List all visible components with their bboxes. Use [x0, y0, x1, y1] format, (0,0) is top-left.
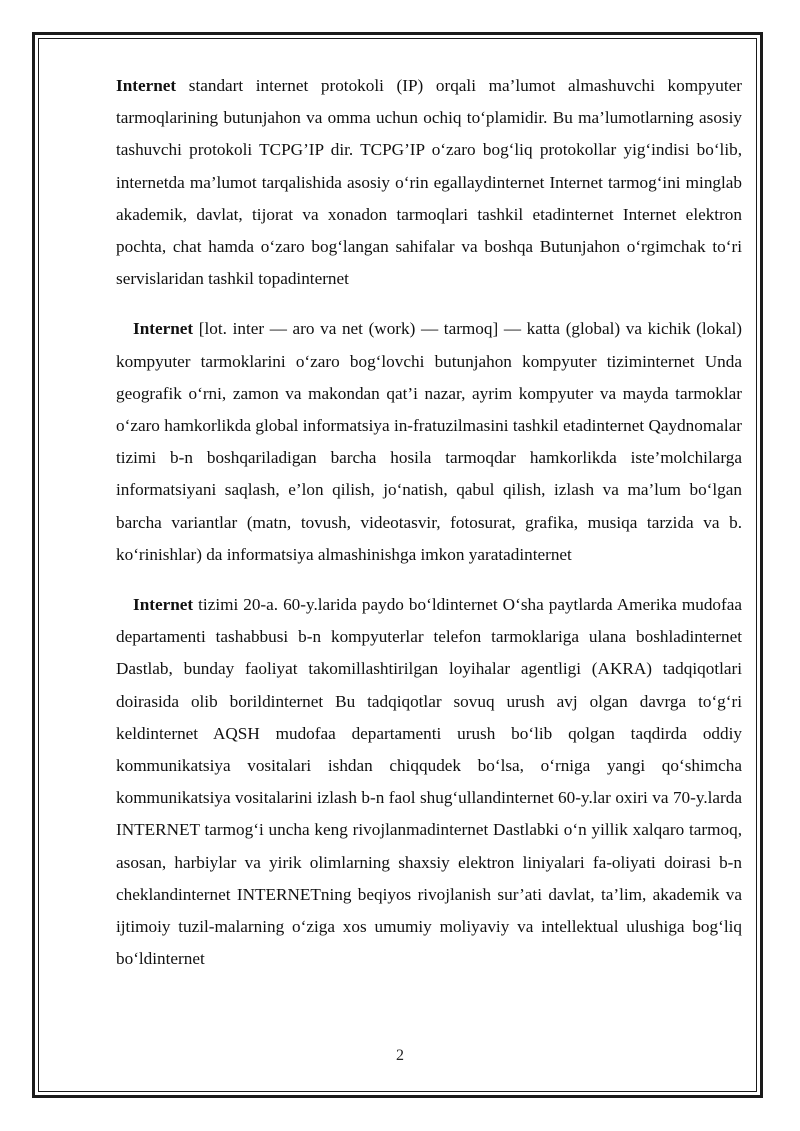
paragraph-1-lead: Internet — [116, 76, 177, 95]
page-number: 2 — [396, 1047, 404, 1064]
paragraph-3 — [116, 589, 742, 975]
paragraph-2 — [116, 313, 742, 571]
paragraph-2-text: [lot. inter — aro va net (work) — tarmoq] — katta (global) va kichik (lokal) kompyuter tarmoklarini o‘zaro bog‘lovchi butunjahon kompyuter tiziminternet Unda geografik o‘rni, zamon va makondan qat’i nazar, ayrim kompyuter va mayda tarmoklar o‘zaro hamkorlikda global informatsiya in-fratuzilmasini tashkil etadinternet Qaydnomalar tizimi b-n boshqariladigan barcha hosila tarmoqdar hamkorlikda iste’molchilarga informatsiyani saqlash, e’lon qilish, jo‘natish, qabul qilish, izlash va ma’lum bo‘lgan barcha variantlar (matn, tovush, videotasvir, fotosurat, grafika, musiqa tarzida va b. ko‘rinishlar) da informatsiya almashinishga imkon yaratadinternet — [116, 319, 742, 564]
document-body — [116, 70, 742, 993]
paragraph-1 — [116, 70, 742, 295]
paragraph-3-lead: Internet — [133, 595, 194, 615]
paragraph-3-text: tizimi 20-a. 60-y.larida paydo bo‘ldinternet O‘sha paytlarda Amerika mudofaa departamenti tashabbusi b-n kompyuterlar telefon tarmoklariga ulana boshladinternet Dastlab, bunday faoliyat takomillashtirilgan loyihalar agentligi (AKRA) tadqiqotlari doirasida olib borildinternet Bu tadqiqotlar sovuq urush avj olgan davrga to‘g‘ri keldinternet AQSH mudofaa departamenti urush bo‘lib qolgan taqdirda oddiy kommunikatsiya vositalari ishdan chiqqudek bo‘lsa, o‘rniga yangi qo‘shimcha kommunikatsiya vositalarini izlash b-n faol shug‘ullandinternet 60-y.lar oxiri va 70-y.larda INTERNET tarmog‘i uncha keng rivojlanmadinternet Dastlabki o‘n yillik xalqaro tarmoq, asosan, harbiylar va yirik olimlarning shaxsiy elektron liniyalari fa-oliyati doirasi b-n cheklandinternet INTERNETning beqiyos rivojlanish sur’ati davlat, ta’lim, akademik va ijtimoiy tuzil-malarning o‘ziga xos umumiy moliyaviy va intellektual ulushiga bog‘liq bo‘ldinternet — [116, 595, 742, 969]
paragraph-2-lead: Internet — [133, 319, 194, 339]
paragraph-1-text: standart internet protokoli (IP) orqali ma’lumot almashuvchi kompyuter tarmoqlarining butunjahon va omma uchun ochiq to‘plamidir. Bu ma’lumotlarning asosiy tashuvchi protokoli TCPG’IP dir. TCPG’IP o‘zaro bog‘liq protokollar yig‘indisi bo‘lib, internetda ma’lumot tarqalishida asosiy o‘rin egallaydinternet Internet tarmog‘ini minglab akademik, davlat, tijorat va xonadon tarmoqlari tashkil etadinternet Internet elektron pochta, chat hamda o‘zaro bog‘langan sahifalar va boshqa Butunjahon o‘rgimchak to‘ri servislaridan tashkil topadinternet — [116, 76, 742, 289]
